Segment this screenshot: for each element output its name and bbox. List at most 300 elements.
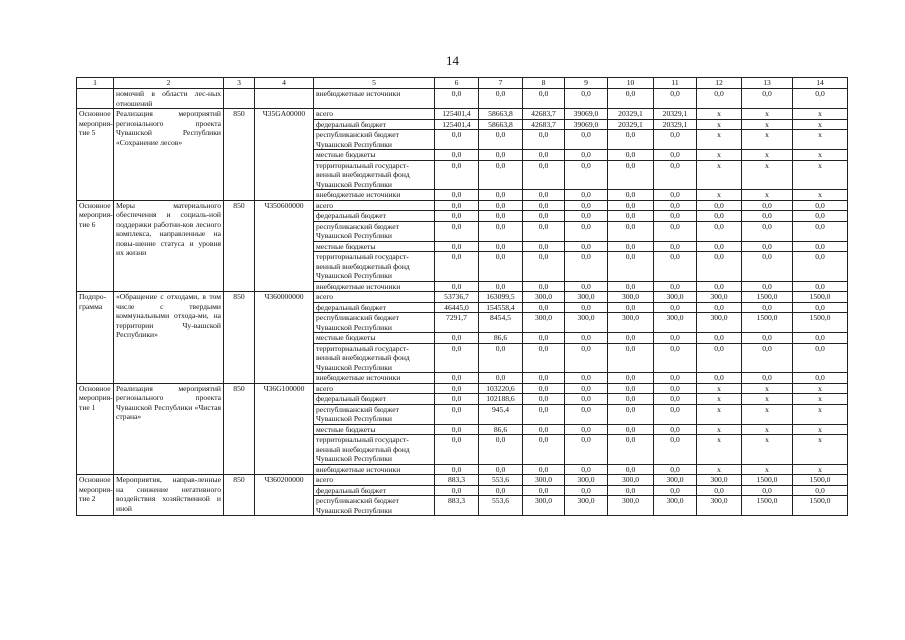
amount-cell: 0,0 [435,160,479,190]
amount-cell: 0,0 [523,252,565,282]
amount-cell: 300,0 [565,313,608,333]
amount-cell: 0,0 [523,373,565,384]
amount-cell: 0,0 [742,333,793,344]
amount-cell: 0,0 [654,333,697,344]
measure-description: «Обращение с отходами, в том числе с твердыми коммунальными отхода-ми, на территории Чу-вашской Республики» [114,292,224,384]
amount-cell: 0,0 [435,221,479,241]
amount-cell: 0,0 [523,343,565,373]
amount-cell: 0,0 [479,150,523,161]
funding-source: местные бюджеты [314,150,435,161]
amount-cell: 163099,5 [479,292,523,303]
table-row [77,475,848,486]
table-row [77,89,848,109]
amount-cell: 0,0 [565,435,608,465]
amount-cell: 0,0 [565,252,608,282]
amount-cell: 0,0 [654,200,697,211]
amount-cell: 0,0 [608,383,654,394]
amount-cell: 0,0 [697,211,742,222]
table-row [77,383,848,394]
amount-cell: 154558,4 [479,302,523,313]
amount-cell: 0,0 [479,130,523,150]
amount-cell: 0,0 [654,302,697,313]
amount-cell: 0,0 [742,373,793,384]
amount-cell: 86,6 [479,424,523,435]
funding-source: федеральный бюджет [314,302,435,313]
amount-cell: 0,0 [742,281,793,292]
amount-cell: 0,0 [654,89,697,109]
amount-cell: 0,0 [793,302,848,313]
amount-cell: 0,0 [479,435,523,465]
funding-source: внебюджетные источники [314,373,435,384]
funding-source: внебюджетные источники [314,89,435,109]
target-article-code: Ч350600000 [255,200,314,292]
amount-cell: 0,0 [654,221,697,241]
amount-cell: 0,0 [479,373,523,384]
header-cell: 12 [697,78,742,89]
amount-cell: 945,4 [479,404,523,424]
amount-cell: 0,0 [565,333,608,344]
amount-cell: x [793,424,848,435]
amount-cell: 0,0 [523,302,565,313]
header-cell: 2 [114,78,224,89]
amount-cell: 42683,7 [523,119,565,130]
amount-cell: 0,0 [654,160,697,190]
amount-cell: 1500,0 [742,496,793,516]
amount-cell: x [697,404,742,424]
amount-cell: 0,0 [435,150,479,161]
header-cell: 14 [793,78,848,89]
amount-cell: 0,0 [435,394,479,405]
amount-cell: x [742,119,793,130]
funding-source: федеральный бюджет [314,485,435,496]
amount-cell: 0,0 [608,150,654,161]
amount-cell: x [793,119,848,130]
amount-cell: 0,0 [435,373,479,384]
page-number: 14 [446,53,459,68]
funding-source: федеральный бюджет [314,394,435,405]
amount-cell: 300,0 [697,496,742,516]
header-cell: 5 [314,78,435,89]
measure-description: Реализация мероприятий регионального проекта Чувашской Республики «Сохранение лесов» [114,109,224,201]
amount-cell: 0,0 [479,190,523,201]
funding-source: всего [314,109,435,120]
amount-cell: 300,0 [565,475,608,486]
amount-cell: 0,0 [742,221,793,241]
measure-label: Основное мероприя-тие 2 [77,475,114,516]
grbs-code: 850 [224,200,255,292]
amount-cell: 58663,8 [479,119,523,130]
amount-cell: 0,0 [565,302,608,313]
amount-cell: 0,0 [742,200,793,211]
target-article-code: Ч360200000 [255,475,314,516]
amount-cell: 300,0 [523,313,565,333]
amount-cell: 1500,0 [742,475,793,486]
amount-cell: 0,0 [523,150,565,161]
amount-cell: 1500,0 [793,292,848,303]
amount-cell: 1500,0 [742,313,793,333]
amount-cell: 0,0 [435,89,479,109]
amount-cell: 0,0 [608,89,654,109]
amount-cell: 0,0 [523,241,565,252]
amount-cell: x [742,464,793,475]
amount-cell: 0,0 [523,424,565,435]
amount-cell: 0,0 [793,252,848,282]
amount-cell: 0,0 [654,485,697,496]
amount-cell: 0,0 [608,424,654,435]
grbs-code: 850 [224,383,255,475]
header-cell: 8 [523,78,565,89]
header-cell: 1 [77,78,114,89]
amount-cell: 0,0 [565,211,608,222]
measure-label: Основное мероприя-тие 6 [77,200,114,292]
amount-cell: 0,0 [435,464,479,475]
amount-cell: 0,0 [523,89,565,109]
header-cell: 3 [224,78,255,89]
amount-cell: x [697,119,742,130]
amount-cell: 103220,6 [479,383,523,394]
amount-cell: 20329,1 [654,119,697,130]
amount-cell: 0,0 [793,281,848,292]
amount-cell: 0,0 [608,343,654,373]
amount-cell: 0,0 [479,160,523,190]
amount-cell: 125401,4 [435,109,479,120]
amount-cell: 0,0 [523,383,565,394]
amount-cell: 0,0 [742,302,793,313]
amount-cell: 0,0 [565,383,608,394]
target-article-code: Ч36G100000 [255,383,314,475]
amount-cell: 0,0 [742,485,793,496]
amount-cell: 1500,0 [742,292,793,303]
amount-cell: 0,0 [608,241,654,252]
amount-cell: 0,0 [523,211,565,222]
amount-cell: 20329,1 [654,109,697,120]
amount-cell: 0,0 [697,89,742,109]
amount-cell: 102188,6 [479,394,523,405]
amount-cell: 0,0 [565,89,608,109]
amount-cell: 0,0 [608,485,654,496]
amount-cell: 0,0 [565,485,608,496]
amount-cell: x [697,150,742,161]
amount-cell: x [793,404,848,424]
amount-cell: 300,0 [654,313,697,333]
amount-cell: 0,0 [697,241,742,252]
amount-cell: 0,0 [435,404,479,424]
amount-cell: 0,0 [435,383,479,394]
funding-source: всего [314,383,435,394]
amount-cell: 0,0 [435,435,479,465]
funding-source: внебюджетные источники [314,190,435,201]
amount-cell: 0,0 [565,130,608,150]
amount-cell: 0,0 [654,343,697,373]
amount-cell: 0,0 [654,281,697,292]
amount-cell: 0,0 [697,200,742,211]
amount-cell: 0,0 [793,221,848,241]
amount-cell: 0,0 [654,211,697,222]
amount-cell: 0,0 [479,485,523,496]
amount-cell: 53736,7 [435,292,479,303]
budget-table [76,77,848,516]
amount-cell: 0,0 [608,333,654,344]
table-row [77,109,848,120]
amount-cell: 0,0 [654,383,697,394]
grbs-code: 850 [224,109,255,201]
amount-cell: 0,0 [608,464,654,475]
amount-cell: 0,0 [565,373,608,384]
amount-cell: 0,0 [435,424,479,435]
amount-cell: 883,3 [435,475,479,486]
amount-cell: 0,0 [654,130,697,150]
amount-cell: 0,0 [608,211,654,222]
amount-cell: 553,6 [479,496,523,516]
amount-cell: 0,0 [479,211,523,222]
measure-description: Мероприятия, направ-ленные на снижение негативного воздействия хозяйственной и иной [114,475,224,516]
amount-cell: 300,0 [523,475,565,486]
amount-cell: 0,0 [479,464,523,475]
amount-cell: 883,3 [435,496,479,516]
amount-cell: x [793,394,848,405]
amount-cell: 0,0 [742,252,793,282]
amount-cell: 0,0 [793,89,848,109]
funding-source: внебюджетные источники [314,464,435,475]
amount-cell: 0,0 [697,221,742,241]
amount-cell: x [742,160,793,190]
amount-cell: 0,0 [523,281,565,292]
amount-cell: 8454,5 [479,313,523,333]
amount-cell: 0,0 [479,252,523,282]
amount-cell: x [697,190,742,201]
table-row [77,292,848,303]
amount-cell: x [793,435,848,465]
amount-cell: 0,0 [697,252,742,282]
funding-source: территориальный государст-венный внебюджетный фонд Чувашской Республики [314,435,435,465]
amount-cell: x [793,160,848,190]
amount-cell: 0,0 [742,343,793,373]
amount-cell: x [742,190,793,201]
amount-cell: 0,0 [565,394,608,405]
amount-cell: 0,0 [479,89,523,109]
amount-cell: 0,0 [435,200,479,211]
funding-source: федеральный бюджет [314,211,435,222]
amount-cell: x [793,464,848,475]
amount-cell: x [793,150,848,161]
grbs-code [224,89,255,109]
target-article-code [255,89,314,109]
amount-cell: 1500,0 [793,496,848,516]
amount-cell: x [697,160,742,190]
funding-source: республиканский бюджет Чувашской Республики [314,221,435,241]
amount-cell: 0,0 [654,404,697,424]
amount-cell: 0,0 [654,373,697,384]
amount-cell: 0,0 [608,302,654,313]
table-body [77,78,848,516]
amount-cell: 42683,7 [523,109,565,120]
measure-description: номочий в области лес-ных отношений [114,89,224,109]
funding-source: местные бюджеты [314,333,435,344]
amount-cell: 300,0 [608,496,654,516]
amount-cell: 20329,1 [608,109,654,120]
amount-cell: 0,0 [565,160,608,190]
funding-source: местные бюджеты [314,241,435,252]
measure-label [77,89,114,109]
amount-cell: 0,0 [565,241,608,252]
amount-cell: 20329,1 [608,119,654,130]
amount-cell: 300,0 [608,292,654,303]
funding-source: республиканский бюджет Чувашской Республики [314,404,435,424]
amount-cell: 0,0 [523,333,565,344]
amount-cell: 0,0 [654,435,697,465]
amount-cell: 300,0 [565,496,608,516]
amount-cell: 7291,7 [435,313,479,333]
amount-cell: 1500,0 [793,475,848,486]
amount-cell: 300,0 [654,292,697,303]
funding-source: федеральный бюджет [314,119,435,130]
amount-cell: 0,0 [523,485,565,496]
amount-cell: 0,0 [435,343,479,373]
amount-cell: x [697,109,742,120]
amount-cell: 0,0 [697,485,742,496]
amount-cell: 0,0 [565,343,608,373]
amount-cell: x [697,394,742,405]
amount-cell: 0,0 [523,435,565,465]
amount-cell: 0,0 [565,424,608,435]
amount-cell: 0,0 [523,200,565,211]
measure-description: Реализация мероприятий регионального проекта Чувашской Республики «Чистая страна» [114,383,224,475]
header-row [77,78,848,89]
amount-cell: 0,0 [793,373,848,384]
amount-cell: 0,0 [608,130,654,150]
funding-source: территориальный государст-венный внебюджетный фонд Чувашской Республики [314,343,435,373]
amount-cell: 0,0 [793,241,848,252]
funding-source: республиканский бюджет Чувашской Республики [314,130,435,150]
amount-cell: 0,0 [435,190,479,201]
amount-cell: 0,0 [565,404,608,424]
measure-description: Меры материального обеспечения и социаль-ной поддержки работни-ков лесного комплекса, направленные на повы-шение статуса и уровня их жизни [114,200,224,292]
amount-cell: 0,0 [608,435,654,465]
amount-cell: 0,0 [435,333,479,344]
amount-cell: x [793,190,848,201]
amount-cell: x [742,130,793,150]
funding-source: республиканский бюджет Чувашской Республики [314,496,435,516]
funding-source: всего [314,475,435,486]
amount-cell: 300,0 [654,496,697,516]
amount-cell: 300,0 [523,292,565,303]
amount-cell: 0,0 [565,200,608,211]
measure-label: Основное мероприя-тие 1 [77,383,114,475]
grbs-code: 850 [224,475,255,516]
amount-cell: 0,0 [793,200,848,211]
header-cell: 10 [608,78,654,89]
amount-cell: 0,0 [479,281,523,292]
amount-cell: 0,0 [654,464,697,475]
amount-cell: 0,0 [479,241,523,252]
amount-cell: 0,0 [435,281,479,292]
amount-cell: 0,0 [654,241,697,252]
amount-cell: 0,0 [608,373,654,384]
amount-cell: x [742,404,793,424]
amount-cell: 0,0 [565,281,608,292]
amount-cell: 0,0 [697,281,742,292]
target-article-code: Ч360000000 [255,292,314,384]
amount-cell: 0,0 [608,404,654,424]
amount-cell: x [793,130,848,150]
amount-cell: 39069,0 [565,119,608,130]
amount-cell: 0,0 [793,333,848,344]
amount-cell: 0,0 [608,200,654,211]
amount-cell: 0,0 [565,221,608,241]
amount-cell: 0,0 [793,343,848,373]
amount-cell: 0,0 [435,130,479,150]
amount-cell: 0,0 [608,221,654,241]
header-cell: 6 [435,78,479,89]
amount-cell: 0,0 [654,252,697,282]
amount-cell: 125401,4 [435,119,479,130]
funding-source: территориальный государст-венный внебюджетный фонд Чувашской Республики [314,252,435,282]
amount-cell: x [793,383,848,394]
amount-cell: 300,0 [697,475,742,486]
amount-cell: 0,0 [435,241,479,252]
header-cell: 11 [654,78,697,89]
measure-label: Основное мероприя-тие 5 [77,109,114,201]
header-cell: 13 [742,78,793,89]
amount-cell: 0,0 [523,394,565,405]
amount-cell: 58663,8 [479,109,523,120]
amount-cell: 0,0 [565,464,608,475]
funding-source: республиканский бюджет Чувашской Республики [314,313,435,333]
amount-cell: x [697,130,742,150]
amount-cell: 300,0 [608,313,654,333]
amount-cell: x [742,394,793,405]
amount-cell: x [742,435,793,465]
amount-cell: 0,0 [697,302,742,313]
amount-cell: x [742,424,793,435]
amount-cell: 0,0 [742,89,793,109]
amount-cell: x [742,109,793,120]
amount-cell: 0,0 [523,404,565,424]
amount-cell: x [697,383,742,394]
amount-cell: 0,0 [608,190,654,201]
table-row [77,200,848,211]
amount-cell: 0,0 [654,424,697,435]
amount-cell: 0,0 [608,160,654,190]
amount-cell: x [697,435,742,465]
amount-cell: 0,0 [523,160,565,190]
amount-cell: 0,0 [608,281,654,292]
amount-cell: 0,0 [479,343,523,373]
amount-cell: x [742,150,793,161]
amount-cell: x [697,464,742,475]
header-cell: 7 [479,78,523,89]
amount-cell: 0,0 [697,343,742,373]
header-cell: 4 [255,78,314,89]
funding-source: территориальный государст-венный внебюджетный фонд Чувашской Республики [314,160,435,190]
amount-cell: 0,0 [479,200,523,211]
amount-cell: 0,0 [654,394,697,405]
measure-label: Подпро-грамма [77,292,114,384]
amount-cell: 0,0 [793,211,848,222]
amount-cell: 0,0 [654,150,697,161]
amount-cell: 300,0 [697,292,742,303]
amount-cell: 300,0 [654,475,697,486]
funding-source: внебюджетные источники [314,281,435,292]
funding-source: всего [314,292,435,303]
amount-cell: 0,0 [523,464,565,475]
amount-cell: x [742,383,793,394]
amount-cell: 300,0 [697,313,742,333]
amount-cell: 300,0 [523,496,565,516]
header-cell: 9 [565,78,608,89]
funding-source: всего [314,200,435,211]
amount-cell: x [793,109,848,120]
